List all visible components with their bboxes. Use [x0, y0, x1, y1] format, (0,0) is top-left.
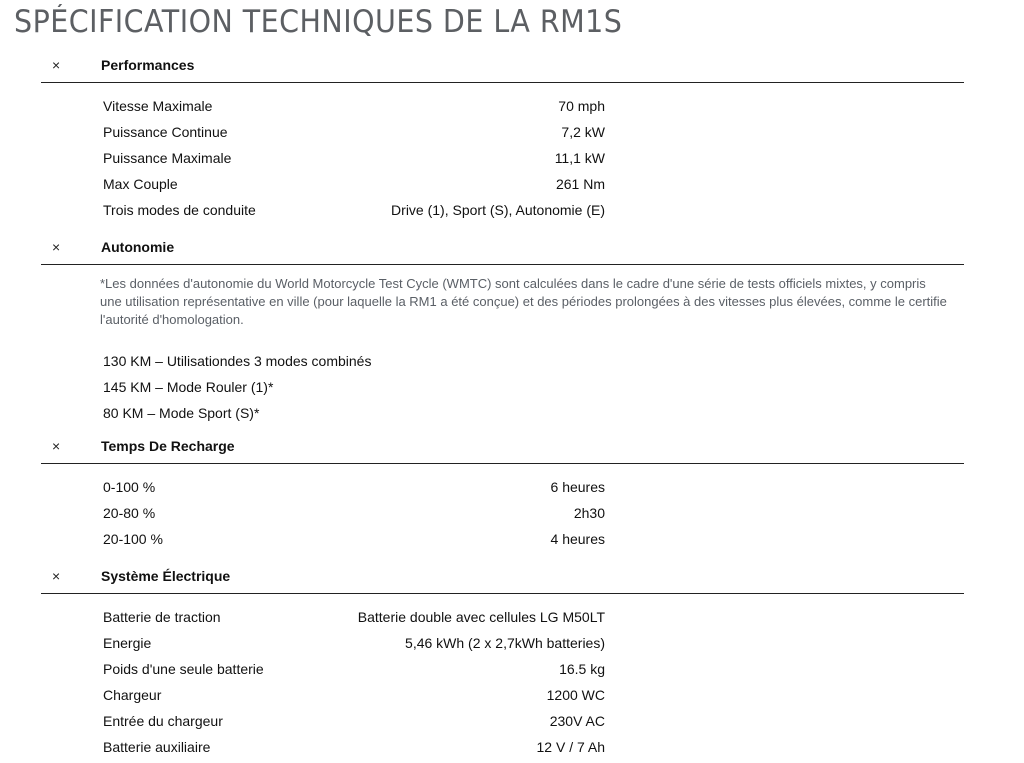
spec-row	[41, 630, 964, 656]
spec-label: 0-100 %	[103, 479, 156, 495]
spec-list	[41, 594, 964, 760]
section-title: Système Électrique	[101, 568, 231, 584]
close-icon[interactable]: ×	[52, 438, 61, 454]
section-header-electrique[interactable]	[41, 559, 964, 594]
section-title: Autonomie	[101, 239, 175, 255]
spec-row	[41, 526, 964, 552]
spec-value: 12 V / 7 Ah	[536, 739, 605, 755]
spec-label: Energie	[103, 635, 152, 651]
range-footnote: *Les données d'autonomie du World Motorcycle Test Cycle (WMTC) sont calculées dans le cadre d'une série de tests officiels mixtes, y compris une utilisation représentative en ville (pour laquelle la RM1 a été conçue) et des périodes prolongées à des vitesses plus élevées, comme le certifie l'autorité d'homologation.	[100, 276, 947, 327]
spec-list	[41, 464, 964, 552]
close-icon[interactable]: ×	[52, 568, 61, 584]
section-header-performances[interactable]	[41, 48, 964, 83]
spec-row	[41, 604, 964, 630]
spec-label: Batterie auxiliaire	[103, 739, 211, 755]
range-item: 130 KM – Utilisationdes 3 modes combinés	[103, 353, 372, 369]
section-title: Temps De Recharge	[101, 438, 235, 454]
spec-label: Puissance Maximale	[103, 150, 232, 166]
spec-value: 11,1 kW	[554, 150, 605, 166]
spec-value: 5,46 kWh (2 x 2,7kWh batteries)	[405, 635, 605, 651]
spec-label: Trois modes de conduite	[103, 202, 256, 218]
close-icon[interactable]: ×	[52, 239, 61, 255]
spec-label: 20-80 %	[103, 505, 156, 521]
range-item: 80 KM – Mode Sport (S)*	[103, 405, 260, 421]
section-electrique	[41, 559, 964, 760]
section-header-recharge[interactable]	[41, 429, 964, 464]
spec-row	[41, 474, 964, 500]
spec-label: Entrée du chargeur	[103, 713, 223, 729]
spec-value: 230V AC	[549, 713, 605, 729]
section-autonomie	[41, 230, 964, 426]
spec-label: Poids d'une seule batterie	[103, 661, 264, 677]
spec-row	[41, 656, 964, 682]
spec-label: Vitesse Maximale	[103, 98, 213, 114]
spec-row	[41, 734, 964, 760]
close-icon[interactable]: ×	[52, 57, 61, 73]
spec-value: 7,2 kW	[561, 124, 605, 140]
page-title: SPÉCIFICATION TECHNIQUES DE LA RM1S	[14, 4, 623, 40]
spec-value: 1200 WC	[546, 687, 605, 703]
section-recharge	[41, 429, 964, 552]
spec-value: Drive (1), Sport (S), Autonomie (E)	[391, 202, 605, 218]
spec-row	[41, 500, 964, 526]
spec-value: 16.5 kg	[559, 661, 605, 677]
spec-value: 2h30	[573, 505, 605, 521]
section-header-autonomie[interactable]	[41, 230, 964, 265]
spec-row	[41, 171, 964, 197]
spec-value: 6 heures	[550, 479, 605, 495]
section-performances	[41, 48, 964, 223]
spec-label: Puissance Continue	[103, 124, 228, 140]
list-item	[41, 400, 964, 426]
spec-label: Chargeur	[103, 687, 162, 703]
spec-row	[41, 145, 964, 171]
list-item	[41, 348, 964, 374]
spec-list	[41, 83, 964, 223]
range-list	[41, 329, 964, 426]
spec-label: 20-100 %	[103, 531, 163, 547]
spec-value: 70 mph	[558, 98, 605, 114]
spec-row	[41, 708, 964, 734]
spec-row	[41, 93, 964, 119]
spec-value: 261 Nm	[555, 176, 605, 192]
spec-label: Batterie de traction	[103, 609, 221, 625]
spec-value: 4 heures	[550, 531, 605, 547]
list-item	[41, 374, 964, 400]
spec-value: Batterie double avec cellules LG M50LT	[357, 609, 605, 625]
range-item: 145 KM – Mode Rouler (1)*	[103, 379, 274, 395]
spec-row	[41, 197, 964, 223]
spec-row	[41, 119, 964, 145]
section-title: Performances	[101, 57, 195, 73]
spec-label: Max Couple	[103, 176, 178, 192]
spec-row	[41, 682, 964, 708]
